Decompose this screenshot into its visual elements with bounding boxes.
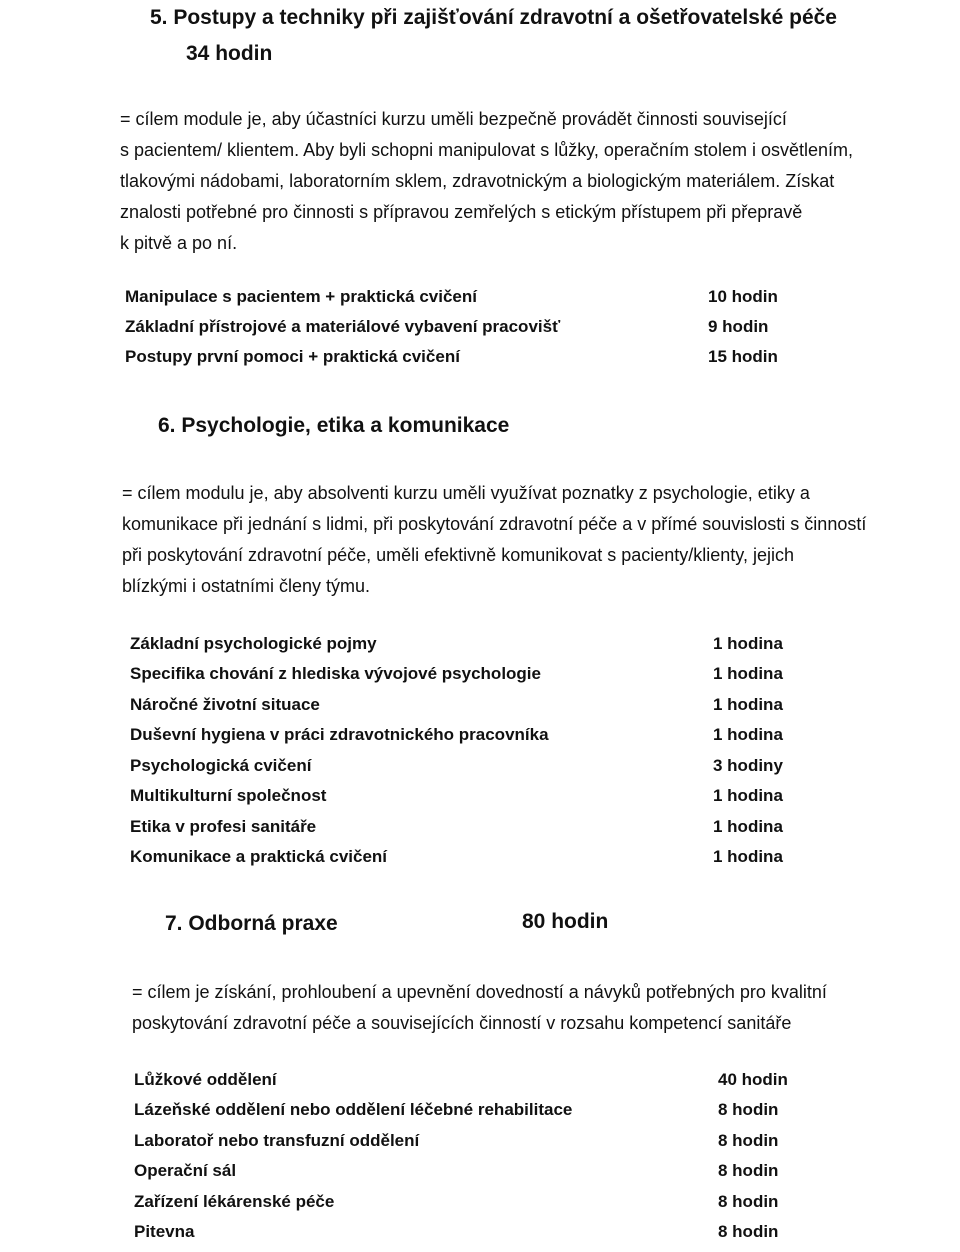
item-label: Lázeňské oddělení nebo oddělení léčebné rehabilitace [134,1100,573,1119]
section-7-title: 7. Odborná praxe [165,912,338,935]
description-line: komunikace při jednání s lidmi, při poskytování zdravotní péče a v přímé souvislosti s činností [122,514,867,534]
description-line: při poskytování zdravotní péče, uměli efektivně komunikovat s pacienty/klienty, jejich [122,545,794,565]
item-hours: 9 hodin [708,317,769,336]
item-hours: 10 hodin [708,287,778,306]
description-line: znalosti potřebné pro činnosti s přípravou zemřelých s etickým přístupem při přepravě [120,202,803,222]
item-label: Laboratoř nebo transfuzní oddělení [134,1131,420,1150]
description-line: poskytování zdravotní péče a souvisejících činností v rozsahu kompetencí sanitáře [132,1013,792,1033]
item-hours: 8 hodin [718,1222,779,1241]
description-line: = cílem je získání, prohloubení a upevnění dovedností a návyků potřebných pro kvalitní [132,982,827,1002]
item-hours: 1 hodina [713,817,783,836]
item-hours: 1 hodina [713,695,783,714]
list-item [130,634,820,664]
item-label: Základní přístrojové a materiálové vybavení pracovišť [125,317,561,336]
list-item [130,817,820,847]
list-item [125,287,825,317]
item-label: Specifika chování z hlediska vývojové psychologie [130,664,541,683]
description-line: = cílem module je, aby účastníci kurzu uměli bezpečně provádět činnosti související [120,109,787,129]
item-hours: 8 hodin [718,1192,779,1211]
item-hours: 1 hodina [713,847,783,866]
section-6-title: 6. Psychologie, etika a komunikace [158,414,510,437]
item-hours: 15 hodin [708,347,778,366]
item-label: Multikulturní společnost [130,786,327,805]
list-item [130,664,820,694]
list-item [134,1192,814,1222]
item-label: Manipulace s pacientem + praktická cvičení [125,287,477,306]
list-item [134,1070,814,1100]
item-hours: 1 hodina [713,725,783,744]
item-label: Postupy první pomoci + praktická cvičení [125,347,460,366]
list-item [134,1131,814,1161]
list-item [130,756,820,786]
item-hours: 8 hodin [718,1131,779,1150]
list-item [130,786,820,816]
item-label: Náročné životní situace [130,695,320,714]
list-item [125,317,825,347]
item-label: Lůžkové oddělení [134,1070,277,1089]
item-hours: 3 hodiny [713,756,783,775]
item-label: Komunikace a praktická cvičení [130,847,388,866]
item-hours: 1 hodina [713,786,783,805]
list-item [130,847,820,877]
list-item [134,1100,814,1130]
description-line: tlakovými nádobami, laboratorním sklem, zdravotnickým a biologickým materiálem. Získat [120,171,835,191]
list-item [130,695,820,725]
item-label: Operační sál [134,1161,237,1180]
item-label: Pitevna [134,1222,195,1241]
item-hours: 8 hodin [718,1161,779,1180]
list-item [134,1222,814,1252]
description-line: blízkými i ostatními členy týmu. [122,576,371,596]
item-label: Zařízení lékárenské péče [134,1192,335,1211]
section-5-description [120,104,853,259]
item-hours: 8 hodin [718,1100,779,1119]
list-item [130,725,820,755]
section-5-hours: 34 hodin [186,42,273,65]
item-label: Základní psychologické pojmy [130,634,377,653]
section-6-description [122,478,866,602]
item-label: Psychologická cvičení [130,756,312,775]
item-label: Duševní hygiena v práci zdravotnického pracovníka [130,725,549,744]
item-hours: 1 hodina [713,664,783,683]
item-hours: 40 hodin [718,1070,788,1089]
description-line: k pitvě a po ní. [120,233,238,253]
section-5-title: 5. Postupy a techniky při zajišťování zdravotní a ošetřovatelské péče [150,6,837,29]
item-label: Etika v profesi sanitáře [130,817,317,836]
item-hours: 1 hodina [713,634,783,653]
list-item [134,1161,814,1191]
description-line: s pacientem/ klientem. Aby byli schopni manipulovat s lůžky, operačním stolem i osvětlením, [120,140,853,160]
section-7-hours: 80 hodin [522,910,609,933]
section-7-description [132,977,827,1039]
list-item [125,347,825,377]
description-line: = cílem modulu je, aby absolventi kurzu uměli využívat poznatky z psychologie, etiky a [122,483,810,503]
